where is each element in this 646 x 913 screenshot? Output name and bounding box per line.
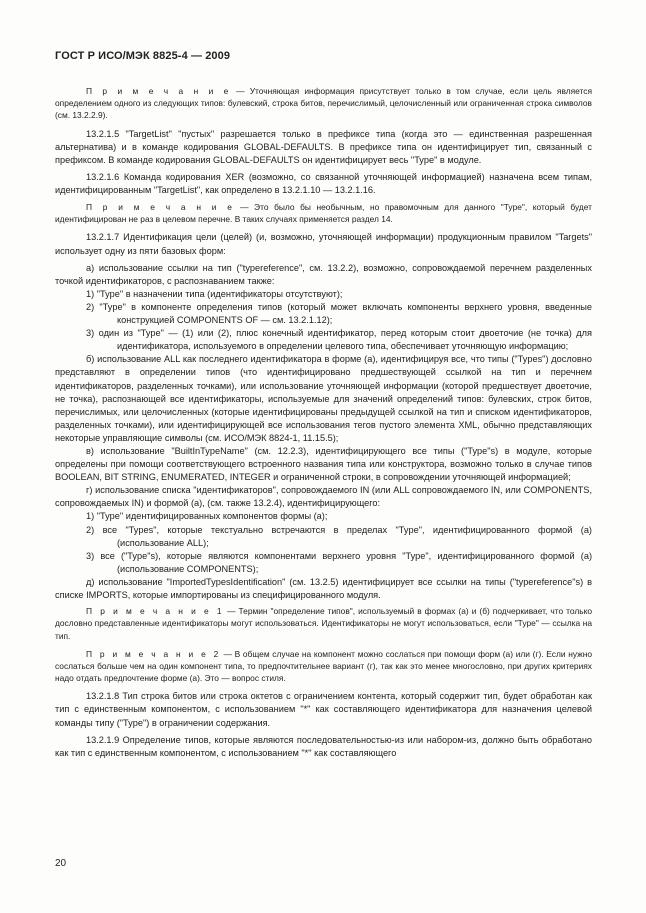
note-paragraph (55, 85, 592, 122)
document-body (55, 85, 592, 760)
sub-list-item: 3) все ("Type"s), которые являются компонентами верхнего уровня "Type", идентифицированного формой (а) (использование COMPONENTS); (86, 550, 592, 574)
note-text: — Термин "определение типов", используемый в формах (а) и (б) подчеркивает, что только дословно представленные идентификаторы могут использоваться. Идентификаторы не могут использоваться, если "Type" — ссылка на тип. (55, 606, 592, 641)
page-header: ГОСТ Р ИСО/МЭК 8825-4 — 2009 (55, 50, 231, 62)
note-paragraph (55, 201, 592, 225)
note-paragraph (55, 605, 592, 642)
clause-paragraph: 13.2.1.9 Определение типов, которые являются последовательностью-из или набором-из, должно быть обработано как тип с единственным компонентом, с использованием "*" как составляющего (55, 734, 592, 758)
clause-paragraph: 13.2.1.7 Идентификация цели (целей) (и, возможно, уточняющей информации) продукционным правилом "Targets" использует одну из пяти базовых форм: (55, 232, 592, 256)
note-label: П р и м е ч а н и е (86, 202, 235, 213)
list-item: д) использование "ImportedTypesIdentification" (см. 13.2.5) идентифицирует все ссылки на типы ("typereference"s) в списке IMPORTS, которые импортированы из специфицированного модуля. (55, 576, 592, 601)
sub-list-item: 3) один из "Type" — (1) или (2), плюс конечный идентификатор, перед которым стоит двоеточие (не точка) для идентификатора, используемого в определении целевого типа, обеспечивает уточняющую информацию; (86, 328, 592, 352)
list-item: в) использование "BuiltInTypeName" (см. 12.2.3), идентифицирующего все типы ("Type"s) в модуле, которые определены при помощи соответствующего встроенного названия типа или конструктора, возможно только в случае типов BOOLEAN, BIT STRING, ENUMERATED, INTEGER и ограниченной строки, в сопровождении уточняющей информацией; (55, 445, 592, 483)
note-label: П р и м е ч а н и е 2 (86, 648, 221, 659)
list-item: а) использование ссылки на тип ("typereference", см. 13.2.2), возможно, сопровождаемой перечнем разделенных точкой идентификаторов, с распознаванием также: (55, 262, 592, 286)
clause-paragraph: 13.2.1.6 Команда кодирования XER (возможно, со связанной уточняющей информацией) назначена всем типам, идентифицированным "TargetList", как определено в 13.2.1.10 — 13.2.1.16. (55, 171, 592, 195)
note-text: — Это было бы необычным, но правомочным для данного "Type", который будет идентифицирован не раз в целевом перечне. В таких случаях применяется раздел 14. (55, 202, 592, 225)
sub-list-item: 2) все "Types", которые текстуально встречаются в пределах "Type", идентифицированного формой (а) (использование ALL); (86, 524, 592, 548)
clause-paragraph: 13.2.1.8 Тип строка битов или строка октетов с ограничением контента, который содержит тип, будет обработан как тип с единственным компонентом, с использованием "*" как составляющего идентификатора для назначения целевой команды типу ("Type") в ограничении содержания. (55, 691, 592, 728)
sub-list-item: 1) "Type" в назначении типа (идентификаторы отсутствуют); (86, 288, 343, 299)
note-text: — В общем случае на компонент можно сослаться при помощи форм (а) или (г). Если нужно сослаться больше чем на один компонент типа, то предпочтительнее вариант (г), так как это менее многословно, при других критериях надо отдать предпочтение форме (а). Это — вопрос стиля. (55, 648, 592, 684)
sub-list-item: 1) "Type" идентифицированных компонентов формы (а); (86, 511, 328, 522)
note-text: — Уточняющая информация присутствует только в том случае, если цель является определением одного из следующих типов: булевский, строка битов, перечислимый, целочисленный или ограниченная строка символов (см. 13.2.2.9). (55, 86, 592, 121)
note-label: П р и м е ч а н и е 1 (86, 606, 225, 617)
list-item: б) использование ALL как последнего идентификатора в форме (а), идентифицируя все, что типы ("Types") дословно представляют в определении типов (что идентифицировано предшествующей ссылкой на тип и перечнем идентификаторов, разделенных точками), или использование уточняющей информации (которой предшествует двоеточие, не точка), распознающей все идентификаторы, используемые для значений определений типов: булевских, строк битов, перечислимых, или целочисленных (которые идентифицированы предыдущей ссылкой на тип и списком идентификаторов, разделенных точками), или идентифицирующей все использования тегов пустого элемента XML, обычно представляющих некоторые управляющие символы (см. ИСО/МЭК 8824-1, 11.15.5); (55, 354, 592, 443)
note-label: П р и м е ч а н и е (86, 86, 231, 96)
page-number: 20 (55, 858, 67, 869)
sub-list-item: 2) "Type" в компоненте определения типов (который может включать компоненты верхнего уровня, введенные конструкцией COMPONENTS OF — см. 13.2.1.12); (86, 301, 592, 326)
list-item: г) использование списка "идентификаторов", сопровождаемого IN (или ALL сопровождаемого IN, или COMPONENTS, сопровождаемых IN) и формой (а), (см. также 13.2.4), идентифицирующего: (55, 485, 592, 509)
note-paragraph (55, 648, 592, 685)
clause-paragraph: 13.2.1.5 "TargetList" "пустых" разрешается только в префиксе типа (когда это — единственная разрешенная альтернатива) и в команде кодирования GLOBAL-DEFAULTS. В префиксе типа он идентифицирует тип, связанный с префиксом. В команде кодирования GLOBAL-DEFAULTS он идентифицирует весь "Type" в модуле. (55, 128, 592, 165)
